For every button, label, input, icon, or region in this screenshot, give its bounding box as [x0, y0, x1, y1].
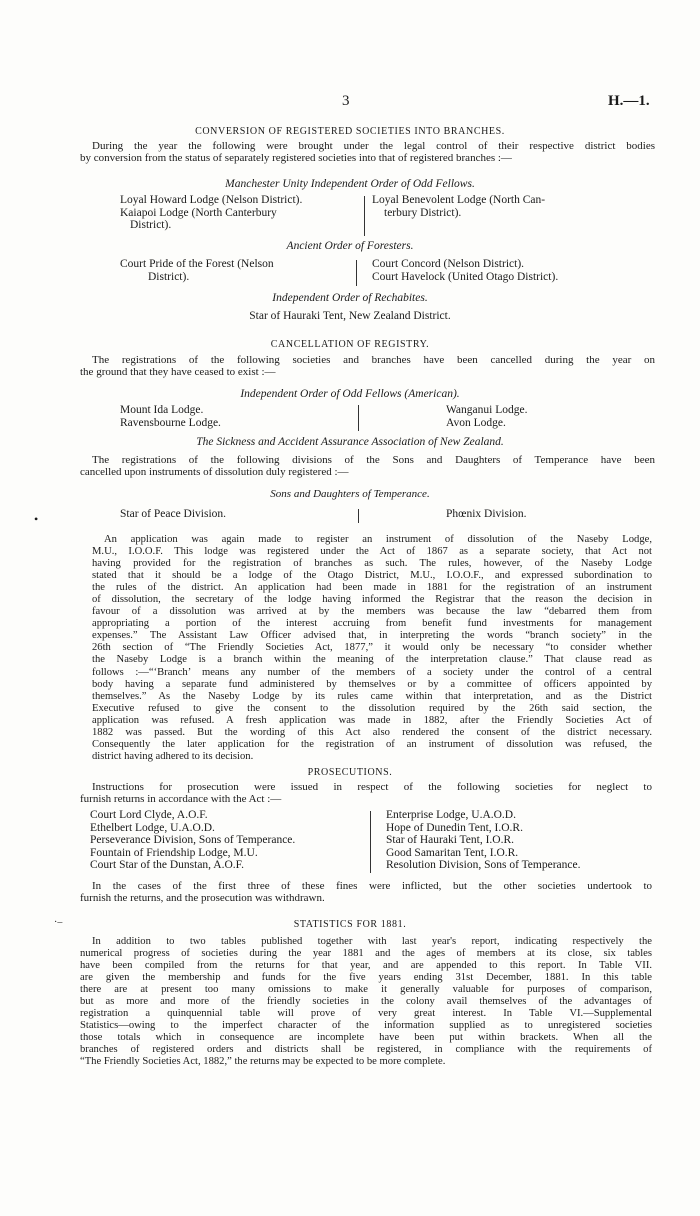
- list-line: District).: [148, 270, 190, 283]
- paragraph-line: favour of a dissolution was arrived at by the members was because the law “debarred them from: [92, 606, 652, 618]
- temperance-title: Sons and Daughters of Temperance.: [270, 488, 430, 500]
- paragraph-line: having provided for the registration of branches as such. The rules, however, of the Naseby Lodge: [92, 558, 652, 570]
- list-line: Avon Lodge.: [446, 416, 506, 429]
- temperance-right: Phœnix Division.: [446, 508, 527, 520]
- manchester-left-column: [120, 194, 360, 232]
- paragraph-line: 1882 was passed. But the wording of this Act also rendered the consent of the district necessary.: [92, 726, 652, 738]
- american-right-column: [446, 404, 606, 429]
- list-line: Loyal Howard Lodge (Nelson District).: [120, 194, 303, 206]
- paragraph-line: application was refused. A fresh application was made in 1882, after the Friendly Societies Act of: [92, 714, 652, 726]
- rechabites-item: Star of Hauraki Tent, New Zealand District.: [249, 310, 451, 322]
- column-divider: [364, 196, 365, 236]
- list-line: Perseverance Division, Sons of Temperance.: [90, 834, 296, 847]
- list-line: Wanganui Lodge.: [446, 404, 528, 416]
- margin-mark: ·–: [54, 917, 63, 928]
- prosecutions-left-column: [90, 809, 350, 872]
- paragraph-line: those totals which in consequence are incomplete have been put within brackets. When all the: [80, 1032, 652, 1044]
- intro-line: cancelled upon instruments of dissolution duly registered :—: [80, 466, 349, 479]
- paragraph-line: Consequently the later application for the registration of an instrument of dissolution was refused, the: [92, 738, 652, 750]
- intro-line: The registrations of the following divisions of the Sons and Daughters of Temperance have been: [92, 454, 655, 466]
- page-number: 3: [342, 93, 350, 109]
- american-left-column: [120, 404, 340, 429]
- column-divider: [370, 811, 371, 873]
- intro-line: by conversion from the status of separately registered societies into that of registered branches :—: [80, 152, 512, 165]
- american-title: Independent Order of Odd Fellows (American).: [240, 388, 460, 400]
- naseby-paragraph: [80, 534, 652, 763]
- manchester-title: Manchester Unity Independent Order of Odd Fellows.: [225, 178, 475, 190]
- column-divider: [356, 260, 357, 286]
- outcome-line: In the cases of the first three of these fines were inflicted, but the other societies undertook to: [92, 880, 652, 892]
- paragraph-line: are given the membership and funds for the five years ending 31st December, 1881. In this table: [80, 972, 652, 984]
- list-line: Loyal Benevolent Lodge (North Can-: [372, 194, 546, 206]
- list-line: Court Star of the Dunstan, A.O.F.: [90, 859, 245, 872]
- paragraph-line: stated that it should be a lodge of the Otago District, M.U., I.O.O.F., and expressed subordination to: [92, 570, 652, 582]
- prosecutions-right-column: [386, 809, 666, 872]
- temperance-left: Star of Peace Division.: [120, 508, 227, 520]
- paragraph-line: An application was again made to register an instrument of dissolution of the Naseby Lodge,: [104, 534, 652, 545]
- paragraph-line: branches of registered orders and districts shall be registered, in compliance with the requirements of: [80, 1044, 652, 1056]
- sickness-assurance-title: The Sickness and Accident Assurance Association of New Zealand.: [196, 436, 504, 448]
- list-line: Ethelbert Lodge, U.A.O.D.: [90, 821, 215, 834]
- foresters-title: Ancient Order of Foresters.: [286, 240, 414, 252]
- foresters-left-column: [120, 258, 355, 283]
- intro-line: Instructions for prosecution were issued in respect of the following societies for neglect to: [92, 781, 652, 793]
- paragraph-line: body having a separate fund administered by themselves or by a committee of officers appointed by: [92, 678, 652, 690]
- paragraph-line: “The Friendly Societies Act, 1882,” the returns may be expected to be more complete.: [80, 1056, 446, 1068]
- column-divider: [358, 405, 359, 431]
- paragraph-line: Executive refused to give the consent to the dissolution required by the 26th said section, the: [92, 702, 652, 714]
- paragraph-line: Statistics—owing to the imperfect character of the information supplied as to unregistered societies: [80, 1020, 652, 1032]
- paragraph-line: numerical progress of societies during the year 1881 and the ages of members at its close, six tables: [80, 948, 652, 960]
- cancellation-heading: CANCELLATION OF REGISTRY.: [270, 339, 430, 350]
- rechabites-title: Independent Order of Rechabites.: [272, 292, 428, 304]
- list-line: District).: [130, 219, 172, 232]
- margin-mark: •: [34, 512, 39, 526]
- list-line: Court Havelock (United Otago District).: [372, 270, 559, 283]
- intro-line: The registrations of the following societies and branches have been cancelled during the year on: [92, 354, 655, 366]
- intro-line: During the year the following were brought under the legal control of their respective district bodies: [92, 140, 655, 152]
- temperance-intro: [80, 454, 655, 478]
- document-reference: H.—1.: [608, 93, 650, 109]
- list-line: Court Pride of the Forest (Nelson: [120, 258, 274, 270]
- list-line: Resolution Division, Sons of Temperance.: [386, 859, 581, 872]
- list-line: Enterprise Lodge, U.A.O.D.: [386, 809, 516, 821]
- list-line: Kaiapoi Lodge (North Canterbury: [120, 206, 277, 219]
- list-line: Star of Hauraki Tent, I.O.R.: [386, 834, 515, 847]
- paragraph-line: the Naseby Lodge is a branch within the meaning of the interpretation clause.” That clause read as: [92, 654, 652, 666]
- paragraph-line: there are at present too many omissions to make it generally valuable for purposes of comparison,: [80, 984, 652, 996]
- column-divider: [358, 509, 359, 523]
- prosecutions-intro: [80, 781, 652, 805]
- paragraph-line: M.U., I.O.O.F. This lodge was registered under the Act of 1867 as a separate society, that Act not: [92, 546, 652, 558]
- paragraph-line: appropriating a portion of the interest accruing from benefit fund investments for management: [92, 618, 652, 630]
- list-line: Mount Ida Lodge.: [120, 404, 204, 416]
- conversion-heading: CONVERSION OF REGISTERED SOCIETIES INTO BRANCHES.: [195, 126, 505, 137]
- intro-line: furnish returns in accordance with the Act :—: [80, 793, 282, 806]
- paragraph-line: district having adhered to its decision.: [92, 750, 254, 762]
- outcome-line: furnish the returns, and the prosecution was withdrawn.: [80, 892, 325, 905]
- paragraph-line: follows :—“‘Branch’ means any number of the members of a society under the control of a central: [92, 666, 652, 678]
- foresters-right-column: [372, 258, 612, 283]
- paragraph-line: 26th section of “The Friendly Societies Act, 1877,” it would only be necessary “to consider whether: [92, 642, 652, 654]
- paragraph-line: but as more and more of the friendly societies in the colony avail themselves of the advantages of: [80, 996, 652, 1008]
- list-line: Fountain of Friendship Lodge, M.U.: [90, 846, 258, 859]
- list-line: terbury District).: [384, 206, 462, 219]
- list-line: Hope of Dunedin Tent, I.O.R.: [386, 821, 523, 834]
- paragraph-line: of dissolution, the secretary of the lodge having informed the Registrar that the reason the decision in: [92, 594, 652, 606]
- paragraph-line: In addition to two tables published together with last year's report, indicating respectively the: [92, 936, 652, 947]
- prosecutions-outcome: [80, 880, 652, 904]
- paragraph-line: expenses.” The Assistant Law Officer advised that, in interpreting the words “branch society” in the: [92, 630, 652, 642]
- prosecutions-heading: PROSECUTIONS.: [307, 767, 393, 778]
- cancellation-intro: [80, 354, 655, 378]
- paragraph-line: the rules of the district. An application had been made in 1881 for the registration of an instrument: [92, 582, 652, 594]
- paragraph-line: registration a quinquennial table will prove of very great interest. In Table VI.—Supplemental: [80, 1008, 652, 1020]
- list-line: Court Lord Clyde, A.O.F.: [90, 809, 208, 821]
- list-line: Ravensbourne Lodge.: [120, 416, 221, 429]
- list-line: Court Concord (Nelson District).: [372, 258, 525, 270]
- statistics-heading: STATISTICS FOR 1881.: [293, 919, 407, 930]
- paragraph-line: themselves.” As the Naseby Lodge by its rules came within that interpretation, and as the District: [92, 690, 652, 702]
- statistics-paragraph: [80, 936, 652, 1069]
- paragraph-line: have been compiled from the returns for that year, and are appended to this report. In Table VII.: [80, 960, 652, 972]
- manchester-right-column: [372, 194, 612, 219]
- conversion-intro: [80, 140, 655, 164]
- intro-line: the ground that they have ceased to exist :—: [80, 366, 276, 379]
- list-line: Good Samaritan Tent, I.O.R.: [386, 846, 519, 859]
